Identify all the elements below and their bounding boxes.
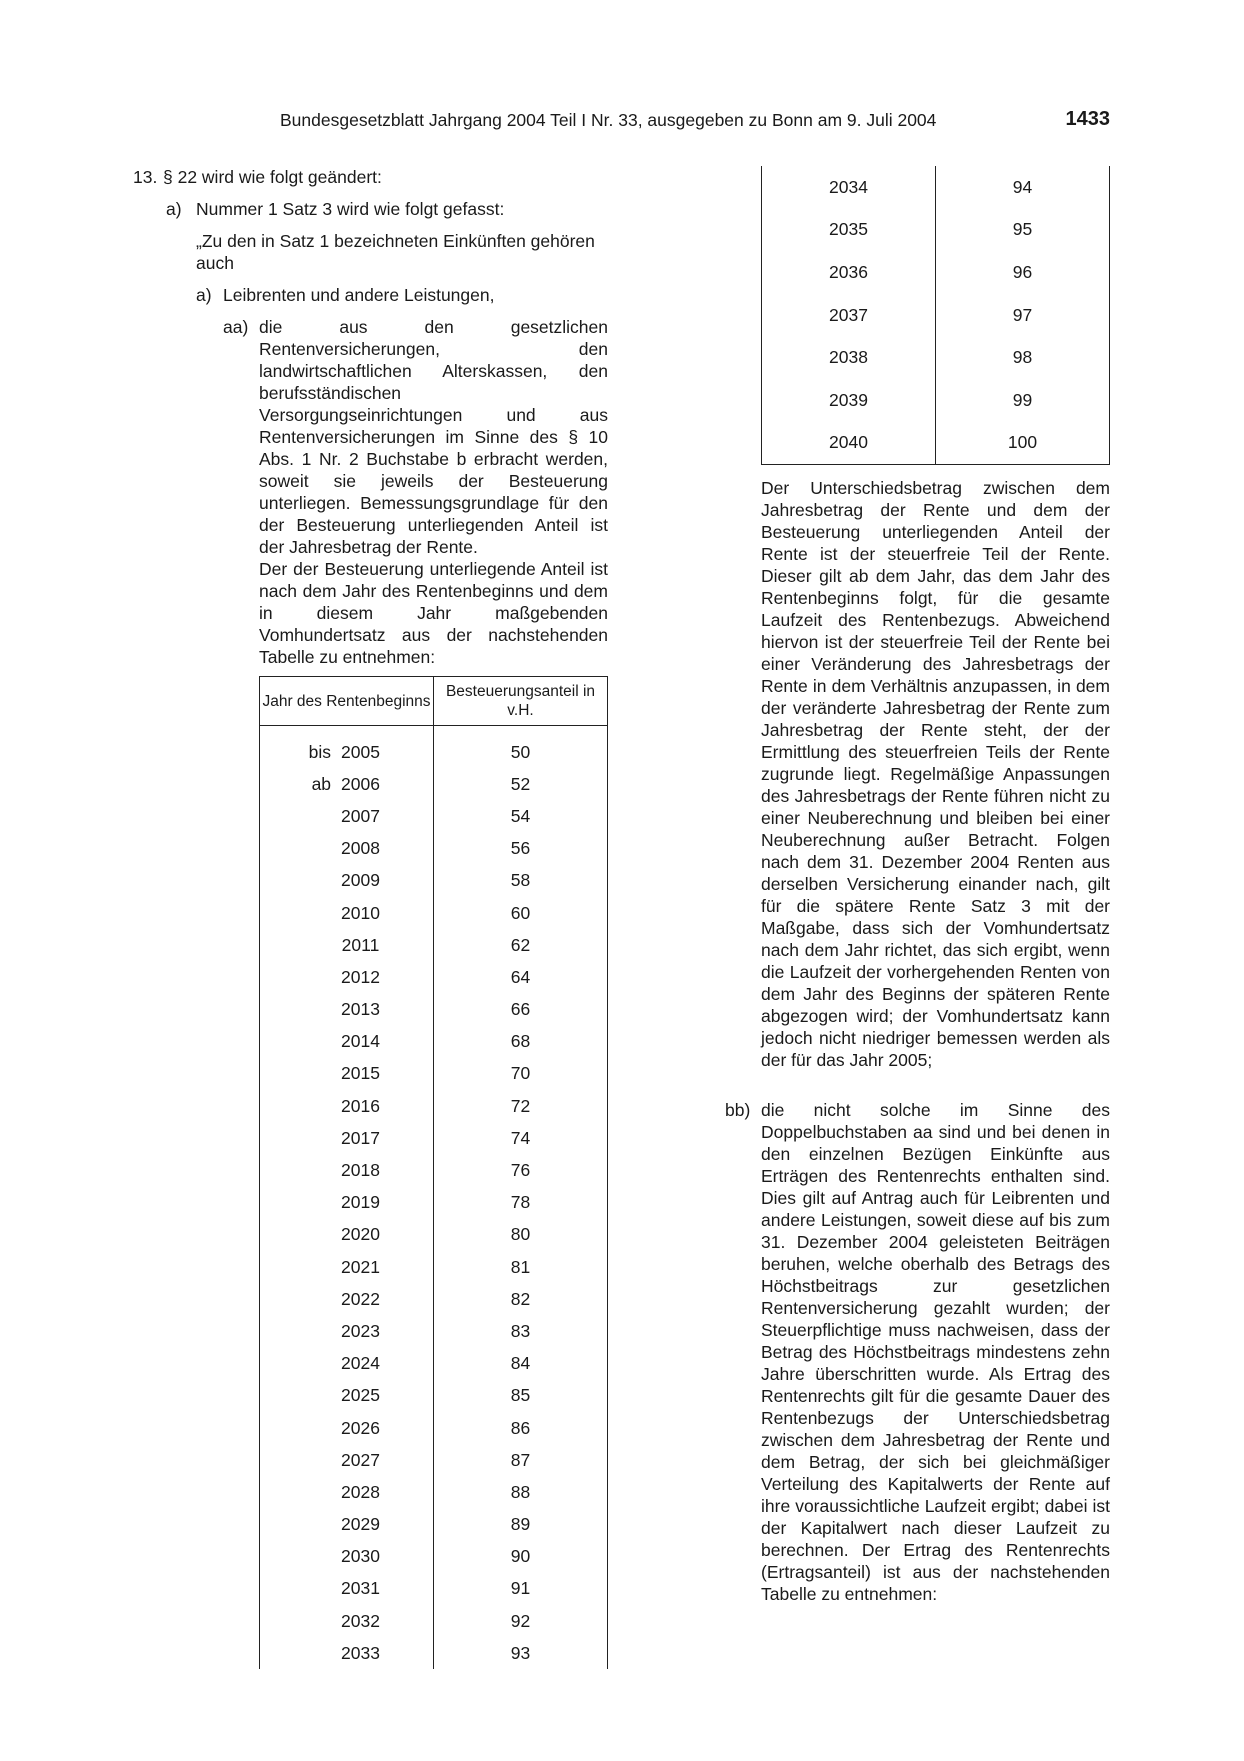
year-number: 2011	[341, 934, 380, 955]
share-cell: 91	[434, 1573, 608, 1605]
item-bb-label: bb)	[725, 1100, 751, 1121]
year-cell: 2035	[762, 209, 936, 252]
share-cell: 58	[434, 865, 608, 897]
share-cell: 52	[434, 768, 608, 800]
year-number: 2015	[341, 1063, 380, 1084]
year-cell	[260, 1026, 434, 1058]
year-value	[341, 1063, 380, 1084]
right-column	[725, 166, 1110, 1605]
tax-share-table-continued-body	[762, 166, 1110, 465]
year-cell: 2039	[762, 379, 936, 422]
table-row	[260, 1541, 608, 1573]
year-value	[341, 1578, 380, 1599]
table-row	[260, 897, 608, 929]
year-cell	[260, 929, 434, 961]
year-value	[341, 806, 380, 827]
table-row	[762, 422, 1110, 465]
year-cell: 2037	[762, 294, 936, 337]
year-value	[341, 1482, 380, 1503]
year-number: 2017	[341, 1127, 380, 1148]
table-row	[260, 865, 608, 897]
table-row	[260, 1122, 608, 1154]
table-header-row	[260, 677, 608, 726]
year-value	[341, 1096, 380, 1117]
year-value	[342, 935, 380, 956]
share-cell: 66	[434, 994, 608, 1026]
year-cell	[260, 1315, 434, 1347]
table-row	[762, 294, 1110, 337]
item-a-label: a)	[166, 199, 182, 219]
share-cell: 64	[434, 961, 608, 993]
share-cell: 56	[434, 833, 608, 865]
year-cell	[260, 1283, 434, 1315]
year-number: 2029	[341, 1514, 380, 1535]
year-cell	[260, 1090, 434, 1122]
table-row	[260, 961, 608, 993]
share-cell: 80	[434, 1219, 608, 1251]
year-number: 2008	[341, 838, 380, 859]
table-row	[260, 929, 608, 961]
year-value	[341, 1321, 380, 1342]
year-cell	[260, 1573, 434, 1605]
share-cell: 88	[434, 1476, 608, 1508]
year-value	[341, 1257, 380, 1278]
item-bb	[725, 1099, 1110, 1605]
year-cell	[260, 1187, 434, 1219]
year-cell	[260, 1509, 434, 1541]
table-row	[260, 1348, 608, 1380]
item-aa	[223, 316, 608, 668]
year-value	[341, 838, 380, 859]
year-value	[308, 741, 380, 763]
table-row	[260, 726, 608, 769]
tax-share-table	[259, 676, 608, 1669]
item-13-text: § 22 wird wie folgt geändert:	[163, 167, 382, 187]
share-cell: 97	[936, 294, 1110, 337]
tax-share-table-continued	[761, 166, 1110, 465]
item-aa-text: die aus den gesetzlichen Rentenversicherungen, den landwirtschaftlichen Alterskassen, den berufsständischen Versorgungseinrichtungen und aus Rentenversicherungen im Sinne des § 10 Abs. 1 Nr. 2 Buchstabe b erbracht werden, soweit sie jeweils der Besteuerung unterliegen. Bemessungsgrundlage für den der Besteuerung unterliegenden Anteil ist der Jahresbetrag der Rente.	[259, 317, 608, 557]
year-value	[341, 999, 380, 1020]
year-value	[341, 1224, 380, 1245]
unterschiedsbetrag-paragraph: Der Unterschiedsbetrag zwischen dem Jahresbetrag der Rente und dem der Besteuerung unterliegenden Anteil der Rente ist der steuerfreie Teil der Rente. Dieser gilt ab dem Jahr, das dem Jahr des Rentenbeginns folgt, für die gesamte Laufzeit des Rentenbezugs. Abweichend hiervon ist der steuerfreie Teil der Rente bei einer Veränderung des Jahresbetrags der Rente in dem Verhältnis anzupassen, in dem der veränderte Jahresbetrag der Rente zum Jahresbetrag der Rente steht, der der Ermittlung des steuerfreien Teils der Rente zugrunde liegt. Regelmäßige Anpassungen des Jahresbetrags der Rente führen nicht zu einer Neuberechnung und bleiben bei einer Neuberechnung außer Betracht. Folgen nach dem 31. Dezember 2004 Renten aus derselben Versicherung einander nach, gilt für die spätere Rente Satz 3 mit der Maßgabe, dass sich der Vomhundertsatz nach dem Jahr richtet, das sich ergibt, wenn die Laufzeit der vorhergehenden Renten von dem Jahr des Beginns der späteren Rente abgezogen wird; der Vomhundertsatz kann jedoch nicht niedriger bemessen werden als der für das Jahr 2005;	[761, 478, 1110, 1071]
share-cell: 83	[434, 1315, 608, 1347]
share-cell: 98	[936, 336, 1110, 379]
year-value	[341, 1289, 380, 1310]
year-number: 2025	[341, 1385, 380, 1406]
year-cell: 2038	[762, 336, 936, 379]
year-value	[341, 1192, 380, 1213]
year-cell: 2036	[762, 251, 936, 294]
share-cell: 82	[434, 1283, 608, 1315]
year-value	[341, 1128, 380, 1149]
share-cell: 99	[936, 379, 1110, 422]
table-row	[260, 1380, 608, 1412]
year-cell	[260, 865, 434, 897]
running-header	[270, 110, 1110, 140]
year-cell	[260, 1637, 434, 1669]
year-value	[341, 1514, 380, 1535]
table-row	[260, 1283, 608, 1315]
year-number: 2005	[341, 741, 380, 762]
year-cell	[260, 1058, 434, 1090]
year-number: 2007	[341, 805, 380, 826]
year-value	[341, 903, 380, 924]
item-bb-text: die nicht solche im Sinne des Doppelbuchstaben aa sind und bei denen in den einzelnen Bezügen Einkünfte aus Erträgen des Rentenrechts enthalten sind. Dies gilt auf Antrag auch für Leibrenten und andere Leistungen, soweit diese auf bis zum 31. Dezember 2004 geleisteten Beiträgen beruhen, welche oberhalb des Betrags des Höchstbeitrags zur gesetzlichen Rentenversicherung gezahlt wurden; der Steuerpflichtige muss nachweisen, dass der Betrag des Höchstbeitrags mindestens zehn Jahre überschritten wurde. Als Ertrag des Rentenrechts gilt für die gesamte Dauer des Rentenbezugs der Unterschiedsbetrag zwischen dem Jahresbetrag der Rente und dem Betrag, der sich bei gleichmäßiger Verteilung des Kapitalwerts der Rente auf ihre voraussichtliche Laufzeit ergibt; dabei ist der Kapitalwert nach dieser Laufzeit zu berechnen. Der Ertrag des Rentenrechts (Ertragsanteil) ist aus der nachstehenden Tabelle zu entnehmen:	[761, 1100, 1110, 1605]
year-number: 2023	[341, 1320, 380, 1341]
table-row	[260, 1315, 608, 1347]
table-row	[260, 1412, 608, 1444]
year-number: 2027	[341, 1449, 380, 1470]
share-cell: 92	[434, 1605, 608, 1637]
year-cell	[260, 800, 434, 832]
table-row	[260, 1187, 608, 1219]
share-cell: 84	[434, 1348, 608, 1380]
year-cell	[260, 1348, 434, 1380]
year-value	[341, 870, 380, 891]
table-row	[260, 800, 608, 832]
year-number: 2018	[341, 1160, 380, 1181]
share-cell: 76	[434, 1154, 608, 1186]
year-value	[341, 1643, 380, 1664]
table-row	[260, 1090, 608, 1122]
share-cell: 100	[936, 422, 1110, 465]
table-row	[762, 379, 1110, 422]
share-cell: 78	[434, 1187, 608, 1219]
table-row	[260, 994, 608, 1026]
year-number: 2013	[341, 999, 380, 1020]
item-aa-label: aa)	[223, 317, 249, 337]
share-cell: 62	[434, 929, 608, 961]
year-number: 2009	[341, 870, 380, 891]
table-row	[260, 833, 608, 865]
table-row	[260, 1219, 608, 1251]
running-title: Bundesgesetzblatt Jahrgang 2004 Teil I Nr. 33, ausgegeben zu Bonn am 9. Juli 2004	[280, 110, 937, 130]
table-row	[260, 1605, 608, 1637]
year-cell	[260, 1412, 434, 1444]
table-row	[762, 251, 1110, 294]
share-cell: 74	[434, 1122, 608, 1154]
share-cell: 60	[434, 897, 608, 929]
share-cell: 94	[936, 166, 1110, 209]
share-cell: 70	[434, 1058, 608, 1090]
year-cell	[260, 726, 434, 769]
year-prefix: ab	[311, 773, 332, 794]
tax-share-table-body	[260, 726, 608, 1670]
table-row	[260, 1509, 608, 1541]
item-a2-label: a)	[196, 285, 212, 305]
year-cell	[260, 961, 434, 993]
year-cell	[260, 1541, 434, 1573]
item-a-text: Nummer 1 Satz 3 wird wie folgt gefasst:	[196, 199, 505, 219]
table-row	[762, 336, 1110, 379]
share-cell: 54	[434, 800, 608, 832]
year-cell	[260, 833, 434, 865]
year-number: 2032	[341, 1610, 380, 1631]
item-a2-text: Leibrenten und andere Leistungen,	[223, 285, 495, 305]
year-number: 2014	[341, 1031, 380, 1052]
share-cell: 72	[434, 1090, 608, 1122]
page-number: 1433	[1065, 108, 1110, 130]
quote-intro: „Zu den in Satz 1 bezeichneten Einkünften gehören auch	[196, 231, 595, 273]
year-cell	[260, 897, 434, 929]
share-cell: 85	[434, 1380, 608, 1412]
year-number: 2019	[341, 1192, 380, 1213]
table-row	[260, 1026, 608, 1058]
share-cell: 90	[434, 1541, 608, 1573]
table-row	[260, 1154, 608, 1186]
share-cell: 68	[434, 1026, 608, 1058]
table-row	[260, 1476, 608, 1508]
year-cell	[260, 1219, 434, 1251]
table-row	[762, 209, 1110, 252]
year-cell	[260, 1251, 434, 1283]
year-number: 2030	[341, 1546, 380, 1567]
table-row	[260, 1573, 608, 1605]
year-value	[311, 773, 380, 795]
table-row	[260, 1251, 608, 1283]
year-number: 2031	[341, 1578, 380, 1599]
table-row	[260, 768, 608, 800]
year-cell: 2034	[762, 166, 936, 209]
year-cell	[260, 1122, 434, 1154]
year-cell	[260, 768, 434, 800]
col-header-year: Jahr des Rentenbeginns	[260, 677, 434, 726]
year-value	[341, 1385, 380, 1406]
share-cell: 95	[936, 209, 1110, 252]
table-row	[260, 1637, 608, 1669]
year-cell	[260, 1154, 434, 1186]
item-a-leibrenten	[196, 284, 608, 306]
year-number: 2006	[341, 773, 380, 794]
year-value	[341, 1160, 380, 1181]
year-value	[341, 967, 380, 988]
share-cell: 93	[434, 1637, 608, 1669]
year-number: 2016	[341, 1095, 380, 1116]
item-13-number: 13.	[133, 167, 158, 187]
share-cell: 89	[434, 1509, 608, 1541]
year-cell	[260, 1605, 434, 1637]
year-cell: 2040	[762, 422, 936, 465]
table-row	[260, 1444, 608, 1476]
share-cell: 50	[434, 726, 608, 769]
share-cell: 96	[936, 251, 1110, 294]
year-cell	[260, 1444, 434, 1476]
year-number: 2010	[341, 902, 380, 923]
year-value	[341, 1353, 380, 1374]
year-value	[341, 1450, 380, 1471]
year-prefix: bis	[308, 741, 332, 762]
share-cell: 87	[434, 1444, 608, 1476]
share-cell: 86	[434, 1412, 608, 1444]
year-number: 2022	[341, 1288, 380, 1309]
item-aa-text2: Der der Besteuerung unterliegende Anteil ist nach dem Jahr des Rentenbeginns und dem in diesem Jahr maßgebenden Vomhundertsatz aus der nachstehenden Tabelle zu entnehmen:	[259, 559, 608, 667]
year-value	[341, 1031, 380, 1052]
year-value	[341, 1546, 380, 1567]
item-a	[166, 198, 608, 220]
item-13	[133, 166, 608, 188]
left-column	[133, 166, 608, 1669]
year-cell	[260, 1476, 434, 1508]
year-number: 2033	[341, 1642, 380, 1663]
year-number: 2026	[341, 1417, 380, 1438]
year-cell	[260, 994, 434, 1026]
year-number: 2020	[341, 1224, 380, 1245]
year-number: 2024	[341, 1353, 380, 1374]
year-cell	[260, 1380, 434, 1412]
table-row	[762, 166, 1110, 209]
table-row	[260, 1058, 608, 1090]
year-value	[341, 1611, 380, 1632]
year-number: 2012	[341, 966, 380, 987]
col-header-share: Besteuerungsanteil in v.H.	[434, 677, 608, 726]
share-cell: 81	[434, 1251, 608, 1283]
year-number: 2021	[341, 1256, 380, 1277]
year-value	[341, 1418, 380, 1439]
year-number: 2028	[341, 1481, 380, 1502]
